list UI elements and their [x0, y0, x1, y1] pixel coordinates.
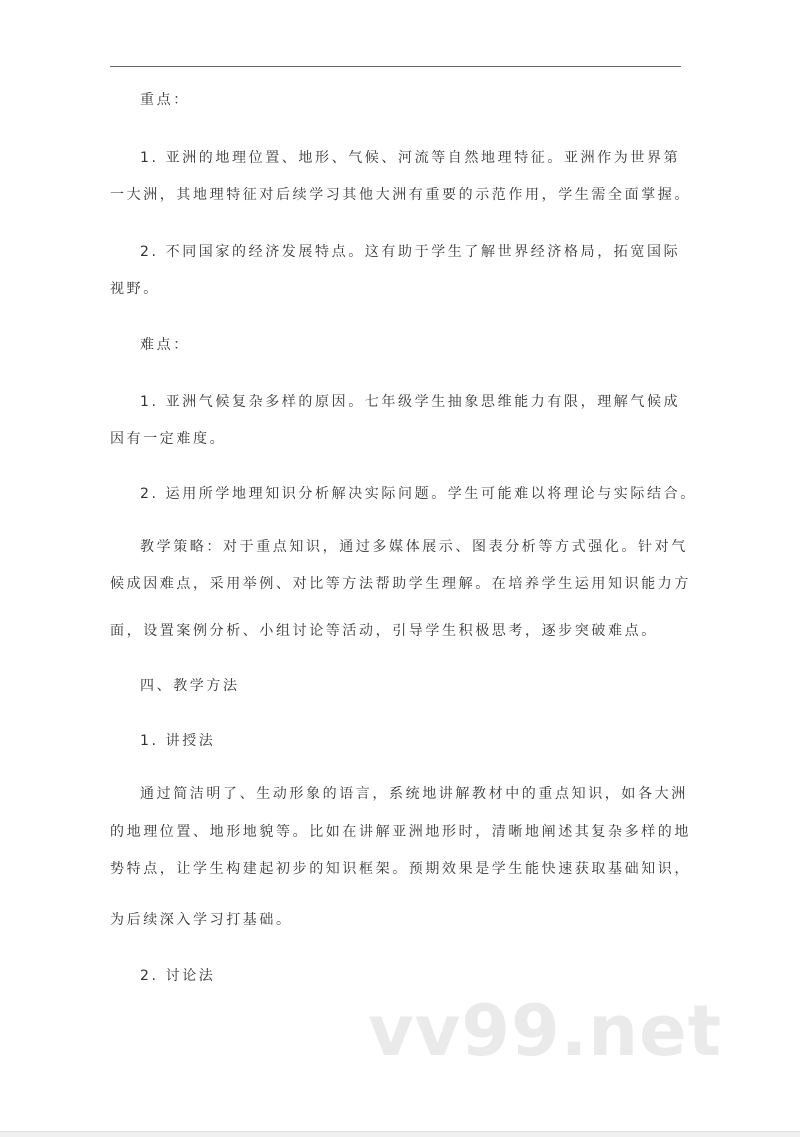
paragraph-line: 1. 亚洲的地理位置、地形、气候、河流等自然地理特征。亚洲作为世界第 — [140, 150, 681, 166]
paragraph-line: 教学策略：对于重点知识，通过多媒体展示、图表分析等方式强化。针对气 — [140, 539, 688, 555]
subsection-heading: 2. 讨论法 — [140, 968, 216, 984]
paragraph-line: 视野。 — [110, 281, 160, 297]
heading-key-points: 重点： — [140, 92, 190, 108]
header-rule — [110, 66, 681, 67]
paragraph-line: 2. 运用所学地理知识分析解决实际问题。学生可能难以将理论与实际结合。 — [140, 486, 697, 502]
paragraph-line: 势特点，让学生构建起初步的知识框架。预期效果是学生能快速获取基础知识， — [110, 861, 691, 877]
heading-difficulties: 难点： — [140, 337, 190, 353]
watermark: vv99.net — [368, 990, 723, 1072]
subsection-heading: 1. 讲授法 — [140, 733, 216, 749]
paragraph-line: 通过简洁明了、生动形象的语言，系统地讲解教材中的重点知识，如各大洲 — [140, 786, 688, 802]
paragraph-line: 为后续深入学习打基础。 — [110, 912, 293, 928]
paragraph-line: 的地理位置、地形地貌等。比如在讲解亚洲地形时，清晰地阐述其复杂多样的地 — [110, 824, 691, 840]
section-heading: 四、教学方法 — [140, 678, 240, 694]
paragraph-line: 1. 亚洲气候复杂多样的原因。七年级学生抽象思维能力有限，理解气候成 — [140, 394, 681, 410]
paragraph-line: 因有一定难度。 — [110, 431, 227, 447]
paragraph-line: 2. 不同国家的经济发展特点。这有助于学生了解世界经济格局，拓宽国际 — [140, 244, 681, 260]
paragraph-line: 候成因难点，采用举例、对比等方法帮助学生理解。在培养学生运用知识能力方 — [110, 576, 691, 592]
paragraph-line: 面，设置案例分析、小组讨论等活动，引导学生积极思考，逐步突破难点。 — [110, 623, 658, 639]
page-bottom-edge — [0, 1131, 800, 1137]
paragraph-line: 一大洲，其地理特征对后续学习其他大洲有重要的示范作用，学生需全面掌握。 — [110, 187, 691, 203]
